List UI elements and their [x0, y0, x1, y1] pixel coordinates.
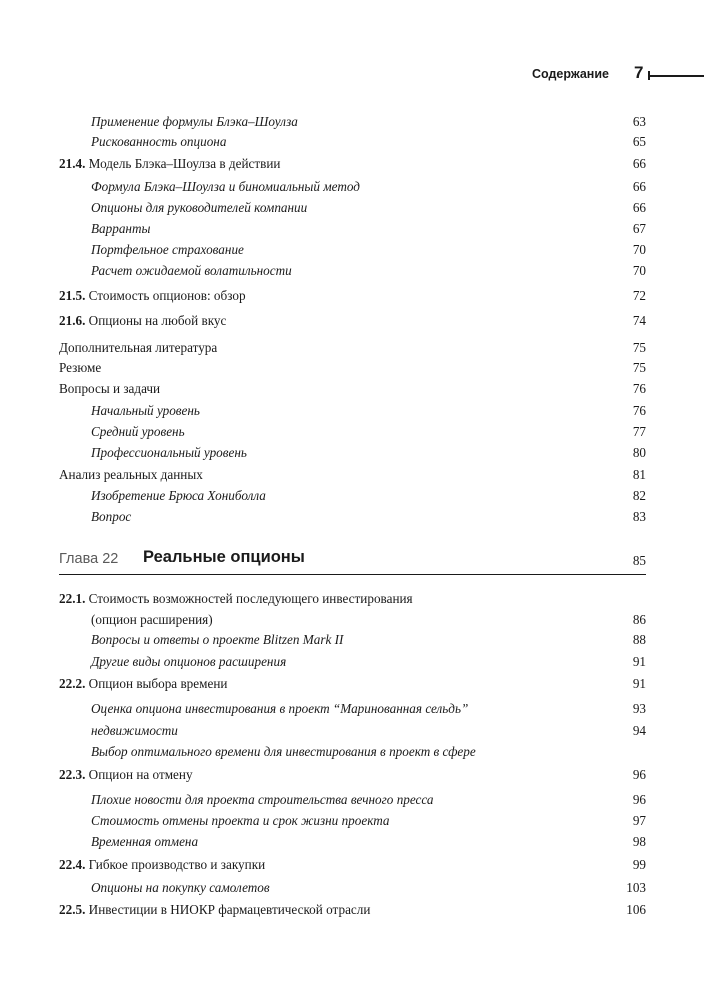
- toc-entry-title: [91, 114, 298, 130]
- toc-entry-page: 74: [632, 313, 646, 328]
- toc-entry-page: 76: [632, 381, 646, 396]
- running-head-title: Содержание: [531, 67, 609, 81]
- toc-entry-title: [91, 403, 200, 419]
- toc-entry-page: 81: [632, 467, 646, 482]
- toc-entry-text: Портфельное страхование: [91, 242, 244, 257]
- toc-entry-text: Вопросы и задачи: [59, 381, 161, 396]
- toc-entry-title: [91, 701, 468, 717]
- toc-entry-page: 63: [632, 114, 646, 129]
- toc-entry-number: 22.3.: [59, 767, 86, 782]
- toc-entry-title: [91, 200, 307, 216]
- toc-entry-page: 83: [632, 509, 646, 524]
- toc-entry-text: Варранты: [91, 221, 151, 236]
- toc-entry-title: [91, 509, 131, 525]
- chapter-page: 85: [632, 553, 646, 568]
- toc-entry-text: Вопрос: [91, 509, 132, 524]
- toc-entry-number: 22.4.: [59, 857, 86, 872]
- toc-entry-text: Профессиональный уровень: [91, 445, 247, 460]
- toc-entry-text: Опцион выбора времени: [85, 676, 228, 691]
- toc-entry-page: 97: [632, 813, 646, 828]
- toc-entry-text: Гибкое производство и закупки: [85, 857, 266, 872]
- toc-entry-text: Стоимость отмены проекта и срок жизни проекта: [91, 813, 390, 828]
- toc-entry-number: 21.5.: [59, 288, 86, 303]
- toc-entry-title: [91, 632, 343, 648]
- toc-entry-text: Анализ реальных данных: [59, 467, 203, 482]
- toc-entry-title: [91, 744, 476, 760]
- toc-entry-page: 99: [632, 857, 646, 872]
- toc-entry-page: 93: [632, 701, 646, 716]
- toc-entry-page: 72: [632, 288, 646, 303]
- toc-entry-page: 82: [632, 488, 646, 503]
- toc-entry-text: Вопросы и ответы о проекте Blitzen Mark II: [91, 632, 344, 647]
- toc-entry-title: [59, 340, 217, 356]
- toc-entry-number: 21.4.: [59, 156, 86, 171]
- toc-entry-title: [91, 242, 244, 258]
- toc-entry-number: 22.1.: [59, 591, 86, 606]
- toc-entry-title: [59, 857, 265, 873]
- toc-entry-text: Инвестиции в НИОКР фармацевтической отрасли: [85, 902, 371, 917]
- toc-entry-page: 96: [632, 767, 646, 782]
- toc-entry-title: [91, 654, 286, 670]
- toc-entry-page: 80: [632, 445, 646, 460]
- toc-entry-page: 70: [632, 242, 646, 257]
- toc-entry-title: [91, 263, 292, 279]
- running-head-tick: [648, 71, 650, 80]
- running-head-rule: [648, 75, 704, 77]
- toc-entry-page: 75: [632, 360, 646, 375]
- toc-entry-page: 103: [626, 880, 646, 895]
- toc-entry-title: [91, 134, 226, 150]
- toc-entry-number: 22.5.: [59, 902, 86, 917]
- toc-entry-page: 91: [632, 676, 646, 691]
- toc-entry-number: 21.6.: [59, 313, 86, 328]
- toc-entry-title: [91, 179, 360, 195]
- toc-entry-number: 22.2.: [59, 676, 86, 691]
- toc-entry-page: 70: [632, 263, 646, 278]
- running-head-page-number: 7: [634, 63, 644, 82]
- page-header: [0, 0, 704, 100]
- toc-entry-title: [91, 424, 185, 440]
- toc-entry-text: Временная отмена: [91, 834, 199, 849]
- toc-entry-page: 77: [632, 424, 646, 439]
- toc-entry-title: [59, 156, 280, 172]
- toc-entry-text: Опционы для руководителей компании: [91, 200, 308, 215]
- toc-entry-text: Стоимость возможностей последующего инвестирования: [85, 591, 413, 606]
- toc-entry-title: [91, 488, 266, 504]
- toc-entry-text: Применение формулы Блэка–Шоулза: [91, 114, 298, 129]
- toc-entry-title: [59, 467, 203, 483]
- toc-entry-text: Начальный уровень: [91, 403, 200, 418]
- toc-entry-text: Плохие новости для проекта строительства вечного пресса: [91, 792, 434, 807]
- toc-entry-text: Формула Блэка–Шоулза и биномиальный метод: [91, 179, 360, 194]
- toc-entry-page: 66: [632, 156, 646, 171]
- toc-entry-page: 86: [632, 612, 646, 627]
- toc-entry-page: 88: [632, 632, 646, 647]
- chapter-title: Реальные опционы: [143, 548, 305, 566]
- toc-entry-text: Модель Блэка–Шоулза в действии: [85, 156, 281, 171]
- toc-entry-text: Рискованность опциона: [91, 134, 227, 149]
- toc-entry-text: Опционы на любой вкус: [85, 313, 227, 328]
- toc-entry-title: [59, 381, 160, 397]
- toc-entry-title: [59, 313, 226, 329]
- toc-entry-title: [59, 288, 246, 304]
- toc-entry-title: [59, 902, 370, 918]
- toc-entry-title: [91, 445, 247, 461]
- toc-entry-page: 106: [626, 902, 646, 917]
- chapter-rule: [59, 574, 646, 575]
- toc-entry-continuation-text: (опцион расширения): [91, 612, 213, 627]
- toc-entry-text: Опцион на отмену: [85, 767, 193, 782]
- toc-entry-text: Другие виды опционов расширения: [91, 654, 287, 669]
- toc-entry-page: 67: [632, 221, 646, 236]
- toc-entry-title: [91, 834, 198, 850]
- toc-entry-page: 91: [632, 654, 646, 669]
- toc-entry-title: [91, 880, 270, 896]
- toc-entry-title: [91, 813, 389, 829]
- toc-entry-title: [59, 591, 413, 607]
- toc-entry-text: Оценка опциона инвестирования в проект “Маринованная сельдь”: [91, 701, 469, 716]
- toc-entry-title: [59, 360, 101, 376]
- toc-entry-title: [91, 221, 150, 237]
- toc-entry-text: Расчет ожидаемой волатильности: [91, 263, 292, 278]
- toc-entry-text: Выбор оптимального времени для инвестирования в проект в сфере: [91, 744, 476, 759]
- toc-entry-text: Стоимость опционов: обзор: [85, 288, 246, 303]
- toc-entry-continuation-text: недвижимости: [91, 723, 178, 738]
- toc-entry-page: 76: [632, 403, 646, 418]
- toc-entry-page: 98: [632, 834, 646, 849]
- chapter-label: Глава 22: [59, 551, 119, 567]
- toc-entry-text: Опционы на покупку самолетов: [91, 880, 270, 895]
- toc-entry-text: Изобретение Брюса Хониболла: [91, 488, 266, 503]
- toc-entry-page: 66: [632, 179, 646, 194]
- chapter-heading: [59, 548, 646, 574]
- toc-entry-title: [59, 676, 227, 692]
- toc-entry-text: Резюме: [59, 360, 102, 375]
- toc-entry-text: Дополнительная литература: [59, 340, 218, 355]
- toc-entry-title: [91, 792, 434, 808]
- toc-entry-page: 65: [632, 134, 646, 149]
- toc-entry-text: Средний уровень: [91, 424, 185, 439]
- toc-entry-page: 94: [632, 723, 646, 738]
- toc-entry-page: 75: [632, 340, 646, 355]
- toc-entry-title: [59, 767, 193, 783]
- toc-entry-page: 96: [632, 792, 646, 807]
- toc-entry-page: 66: [632, 200, 646, 215]
